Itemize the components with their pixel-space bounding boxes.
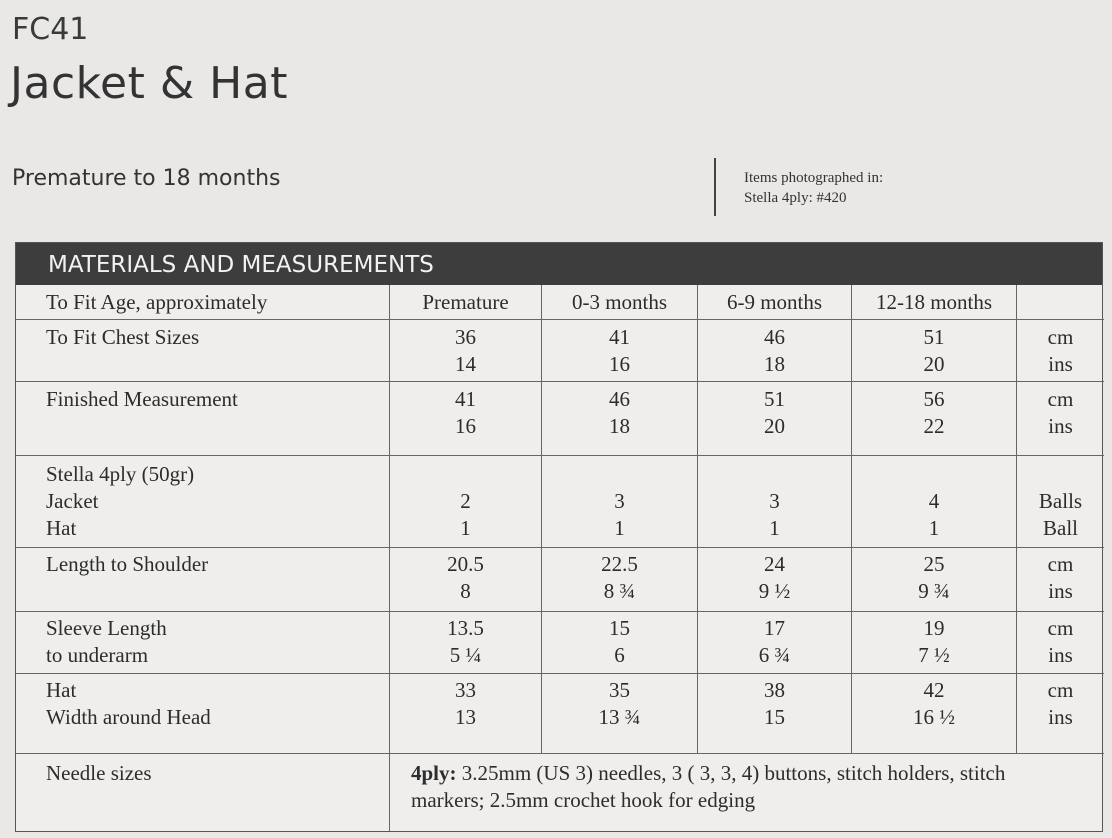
table-cell: 56 22	[923, 387, 945, 438]
row-divider	[16, 319, 1104, 320]
table-heading-bar	[16, 243, 1102, 285]
table-cell: 20.5 8	[447, 552, 484, 603]
row-label: Length to Shoulder	[46, 552, 209, 576]
row-divider	[16, 673, 1104, 674]
size-range: Premature to 18 months	[12, 166, 281, 191]
table-cell: 19 7 ½	[918, 616, 950, 667]
unit-cell: cm ins	[1047, 552, 1074, 603]
table-cell: 15 6	[609, 616, 630, 667]
photographed-info	[744, 168, 883, 208]
photographed-value: Stella 4ply: #420	[744, 190, 847, 206]
row-divider	[16, 455, 1104, 456]
needle-text: 4ply: 3.25mm (US 3) needles, 3 ( 3, 3, 4) buttons, stitch holders, stitch markers; 2.5mm crochet hook for edging	[411, 761, 1006, 812]
table-cell: 13.5 5 ¼	[447, 616, 484, 667]
table-cell: 51 20	[923, 325, 945, 376]
table-cell: 35 13 ¾	[598, 678, 641, 729]
unit-cell: cm ins	[1047, 387, 1074, 438]
row-divider	[16, 753, 1104, 754]
table-cell: 25 9 ¾	[918, 552, 950, 603]
table-cell: 33 13	[455, 678, 476, 729]
row-divider	[16, 611, 1104, 612]
unit-cell: Balls Ball	[1038, 489, 1083, 540]
pattern-code: FC41	[12, 12, 89, 47]
photographed-label: Items photographed in:	[744, 170, 884, 186]
table-cell: 38 15	[764, 678, 785, 729]
table-cell: 42 16 ½	[913, 678, 955, 729]
row-label: Hat Width around Head	[46, 678, 211, 729]
page-title: Jacket & Hat	[10, 58, 288, 109]
table-heading: MATERIALS AND MEASUREMENTS	[48, 252, 434, 278]
table-cell: 2 1	[460, 489, 471, 540]
table-cell: 4 1	[928, 489, 940, 540]
col-header-premature: Premature	[422, 290, 509, 314]
table-cell: 51 20	[764, 387, 785, 438]
row-label: To Fit Chest Sizes	[46, 325, 200, 349]
table-cell: 46 18	[609, 387, 630, 438]
needle-label: Needle sizes	[46, 761, 152, 785]
col-header-label: To Fit Age, approximately	[46, 290, 268, 314]
row-label: Sleeve Length to underarm	[46, 616, 167, 667]
unit-cell: cm ins	[1047, 616, 1074, 667]
table-cell: 41 16	[455, 387, 476, 438]
table-cell: 17 6 ¾	[758, 616, 791, 667]
row-label: Finished Measurement	[46, 387, 238, 411]
table-cell: 22.5 8 ¾	[601, 552, 638, 603]
row-divider	[16, 547, 1104, 548]
col-header-12-18: 12-18 months	[875, 290, 993, 314]
unit-cell: cm ins	[1047, 325, 1074, 376]
table-cell: 3 1	[769, 489, 780, 540]
table-cell: 41 16	[609, 325, 630, 376]
row-divider	[16, 381, 1104, 382]
col-header-6-9: 6-9 months	[726, 290, 823, 314]
divider	[714, 158, 716, 216]
table-cell: 24 9 ½	[758, 552, 791, 603]
materials-table	[15, 242, 1103, 832]
table-cell: 36 14	[455, 325, 476, 376]
table-cell: 46 18	[764, 325, 785, 376]
table-cell: 3 1	[614, 489, 625, 540]
col-header-0-3: 0-3 months	[571, 290, 668, 314]
unit-cell: cm ins	[1047, 678, 1074, 729]
row-label: Stella 4ply (50gr) Jacket Hat	[46, 462, 195, 540]
